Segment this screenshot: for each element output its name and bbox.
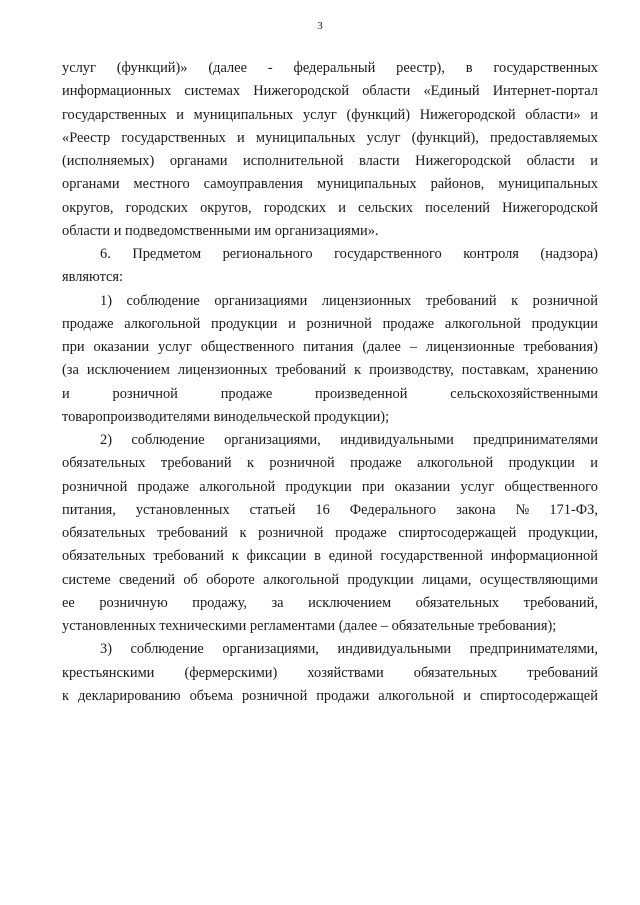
page-number: 3 — [317, 20, 323, 32]
text-line: системе сведений об обороте алкогольной продукции лицами, осуществляющими — [62, 571, 598, 588]
text-line: 2) соблюдение организациями, индивидуальными предпринимателями — [100, 432, 598, 448]
document-body — [62, 57, 598, 708]
text-line: и розничной продаже произведенной сельскохозяйственными — [62, 385, 598, 402]
text-line: питания, установленных статьей 16 Федерального закона № 171-ФЗ, — [62, 501, 598, 518]
text-line: обязательных требований к фиксации в единой государственной информационной — [62, 548, 598, 565]
text-line: органами местного самоуправления муниципальных районов, муниципальных — [62, 176, 598, 193]
text-line: 3) соблюдение организациями, индивидуальными предпринимателями, — [100, 641, 598, 658]
text-line: 1) соблюдение организациями лицензионных требований к розничной — [100, 292, 598, 309]
text-line: обязательных требований к розничной продаже алкогольной продукции и — [62, 455, 598, 472]
text-line: являются: — [62, 269, 124, 286]
text-line: товаропроизводителями винодельческой продукции); — [62, 408, 390, 425]
text-line: государственных и муниципальных услуг (функций) Нижегородской области» и — [62, 106, 598, 123]
text-line: услуг (функций)» (далее - федеральный реестр), в государственных — [62, 60, 598, 76]
text-line: «Реестр государственных и муниципальных услуг (функций), предоставляемых — [62, 129, 598, 146]
text-line: ее розничную продажу, за исключением обязательных требований, — [62, 594, 598, 611]
text-line: продаже алкогольной продукции и розничной продаже алкогольной продукции — [62, 315, 598, 332]
text-line: области и подведомственными им организациями». — [62, 222, 379, 239]
text-line: обязательных требований к розничной продаже спиртосодержащей продукции, — [62, 525, 598, 541]
text-line: информационных системах Нижегородской области «Единый Интернет-портал — [62, 83, 598, 100]
text-line: при оказании услуг общественного питания (далее – лицензионные требования) — [62, 339, 598, 355]
text-line: розничной продаже алкогольной продукции при оказании услуг общественного — [62, 478, 598, 495]
text-line: (за исключением лицензионных требований к производству, поставкам, хранению — [62, 362, 598, 379]
text-line: 6. Предметом регионального государственного контроля (надзора) — [100, 246, 598, 262]
text-line: крестьянскими (фермерскими) хозяйствами обязательных требований — [62, 664, 598, 681]
text-line: установленных техническими регламентами (далее – обязательные требования); — [62, 618, 557, 634]
text-line: (исполняемых) органами исполнительной власти Нижегородской области и — [62, 153, 598, 169]
text-line: к декларированию объема розничной продажи алкогольной и спиртосодержащей — [62, 687, 598, 704]
text-line: округов, городских округов, городских и сельских поселений Нижегородской — [62, 199, 598, 216]
